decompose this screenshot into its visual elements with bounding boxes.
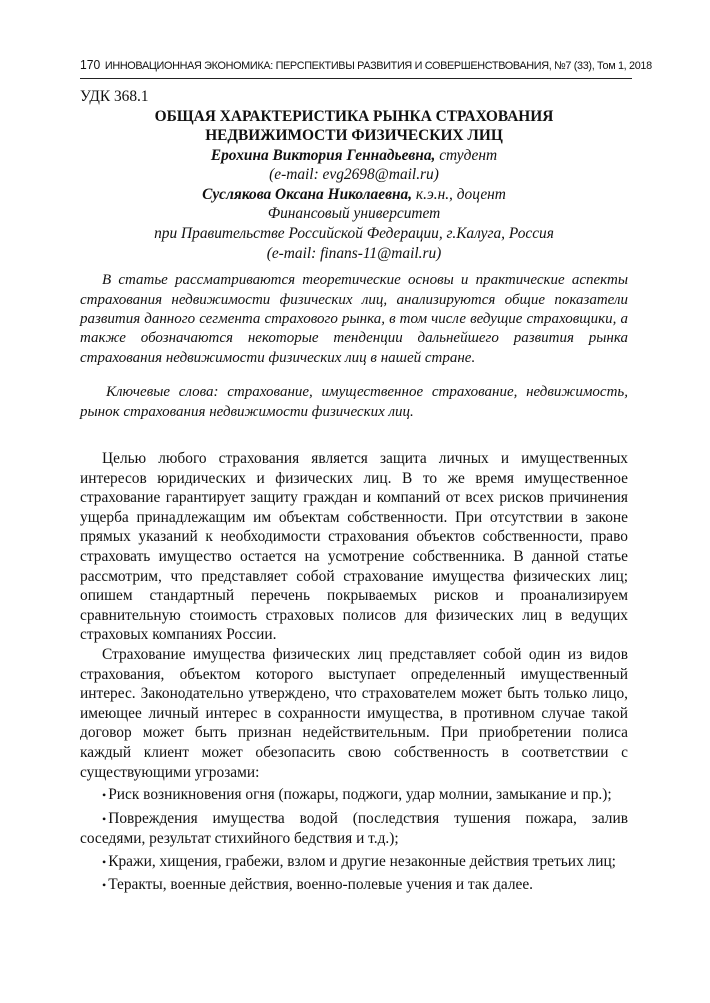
abstract: В статье рассматриваются теоретические основы и практические аспекты страхования недвижимости физических лиц, анализируются общие показатели развития данного сегмента страхового рынка, в том числе ведущие страховщики, а также обозначаются некоторые тенденции дальнейшего развития рынка страхования недвижимости физических лиц в нашей стране. bbox=[80, 272, 628, 366]
author-1-email: (e-mail: evg2698@mail.ru) bbox=[269, 166, 439, 184]
keywords: Ключевые слова: страхование, имущественное страхование, недвижимость, рынок страхования недвижимости физических лиц. bbox=[80, 384, 628, 420]
list-item bbox=[80, 809, 628, 849]
affiliation-line-2: при Правительстве Российской Федерации, г.Калуга, Россия bbox=[154, 224, 554, 242]
article-body bbox=[80, 449, 628, 896]
article bbox=[80, 87, 628, 896]
author-2-email: (e-mail: finans-11@mail.ru) bbox=[266, 244, 442, 262]
affiliation-line-1: Финансовый университет bbox=[267, 205, 441, 223]
list-item bbox=[80, 852, 628, 873]
page-number: 170 bbox=[80, 58, 101, 72]
author-2 bbox=[80, 185, 628, 205]
author-1-role: студент bbox=[435, 146, 498, 164]
list-item-text: Теракты, военные действия, военно-полевые учения и так далее. bbox=[108, 876, 534, 894]
list-item-text: Кражи, хищения, грабежи, взлом и другие незаконные действия третьих лиц; bbox=[108, 852, 616, 870]
bullet-icon: • bbox=[102, 854, 107, 869]
risk-list bbox=[80, 785, 628, 896]
author-2-name: Суслякова Оксана Николаевна, bbox=[202, 185, 413, 203]
journal-title: ИННОВАЦИОННАЯ ЭКОНОМИКА: ПЕРСПЕКТИВЫ РАЗВИТИЯ И СОВЕРШЕНСТВОВАНИЯ, №7 (33), Том 1, 2018 bbox=[104, 60, 652, 72]
article-title-line-2: НЕДВИЖИМОСТИ ФИЗИЧЕСКИХ ЛИЦ bbox=[205, 127, 503, 145]
bullet-icon: • bbox=[102, 788, 107, 803]
bullet-icon: • bbox=[102, 878, 107, 893]
running-header bbox=[80, 58, 652, 72]
article-title-line-1: ОБЩАЯ ХАРАКТЕРИСТИКА РЫНКА СТРАХОВАНИЯ bbox=[154, 107, 554, 125]
body-paragraph: Страхование имущества физических лиц представляет собой один из видов страхования, объектом которого выступает определенный имущественный интерес. Законодательно утверждено, что страхователем может быть только лицо, имеющее личный интерес в сохранности имущества, в противном случае такой договор может быть признан недействительным. При приобретении полиса каждый клиент может обезопасить свою собственность в соответствии с существующими угрозами: bbox=[80, 645, 628, 781]
author-1-name: Ерохина Виктория Геннадьевна, bbox=[210, 146, 436, 164]
header-rule bbox=[80, 78, 632, 79]
list-item-text: Повреждения имущества водой (последствия тушения пожара, залив соседями, результат стихийного бедствия и т.д.); bbox=[80, 809, 628, 848]
udk-code: УДК 368.1 bbox=[80, 88, 149, 105]
author-2-role: к.э.н., доцент bbox=[412, 185, 506, 203]
body-paragraph: Целью любого страхования является защита личных и имущественных интересов юридических и физических лиц. В то же время имущественное страхование гарантирует защиту граждан и компаний от всех рисков причинения ущерба принадлежащим им объектам собственности. При отсутствии в законе прямых указаний к необходимости страхования объектов собственности, право страховать имущество остается на усмотрение собственника. В данной статье рассмотрим, что представляет собой страхование имущества физических лиц; опишем стандартный перечень покрываемых рисков и проанализируем сравнительную стоимость страховых полисов для физических лиц в ведущих страховых компаниях России. bbox=[80, 450, 628, 644]
list-item bbox=[80, 875, 628, 896]
bullet-icon: • bbox=[102, 811, 107, 826]
list-item bbox=[80, 785, 628, 806]
list-item-text: Риск возникновения огня (пожары, поджоги, удар молнии, замыкание и пр.); bbox=[108, 786, 612, 804]
author-1 bbox=[80, 146, 628, 166]
